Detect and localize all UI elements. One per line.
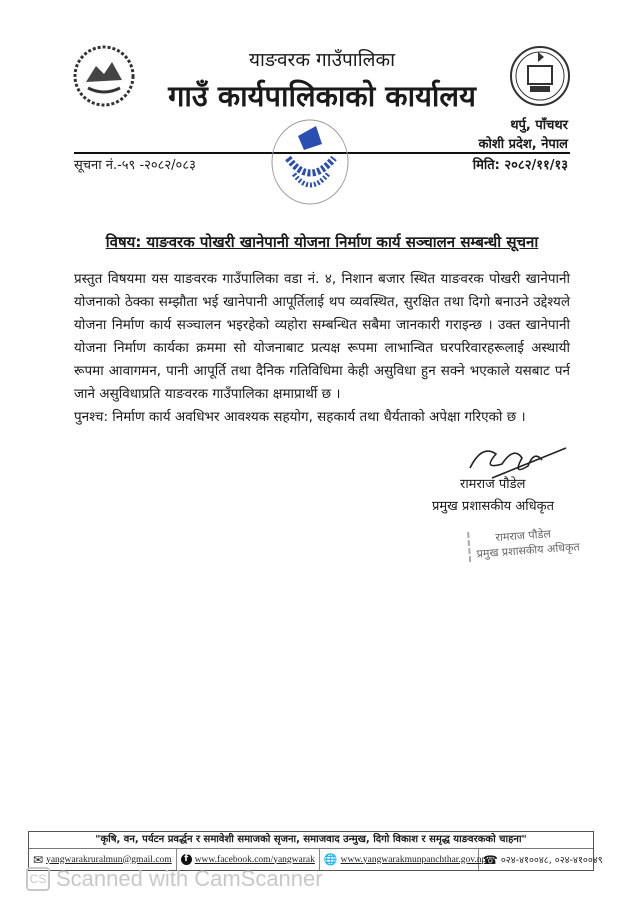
camscanner-watermark: CS Scanned with CamScanner [26, 866, 323, 892]
globe-icon: 🌐 [323, 853, 338, 866]
signatory-title: प्रमुख प्रशासकीय अधिकृत [432, 499, 555, 514]
footer-website[interactable]: 🌐 www.yangwarakmunpanchthar.gov.np [320, 849, 479, 870]
body-postscript: पुनश्च: निर्माण कार्य अवधिभर आवश्यक सहयोग, सहकार्य तथा धैर्यताको अपेक्षा गरिएको छ । [74, 409, 526, 425]
signatory-rubber-stamp [467, 524, 587, 562]
body-paragraph: प्रस्तुत विषयमा यस याङवरक गाउँपालिका वडा नं. ४, निशान बजार स्थित याङवरक पोखरी खानेपानी योजनाको ठेक्का सम्झौता भई खानेपानी आपूर्तिलाई थप व्यवस्थित, सुरक्षित तथा दिगो बनाउने उद्देश्यले योजना निर्माण कार्य सञ्चालन भइरहेको व्यहोरा सम्बन्धित सबैमा जानकारी गराइन्छ । उक्त खानेपानी योजना निर्माण कार्यका क्रममा सो योजनाबाट प्रत्यक्ष रूपमा लाभान्वित घरपरिवारहरूलाई अस्थायी रूपमा आवागमन, पानी आपूर्ति तथा दैनिक गतिविधिमा केही असुविधा हुन सक्ने भएकाले यसबाट पर्न जाने असुविधाप्रति याङवरक गाउँपालिका क्षमाप्रार्थी छ । [74, 271, 570, 402]
email-icon: ✉ [33, 852, 44, 867]
office-title: गाउँ कार्यपालिकाको कार्यालय [168, 79, 476, 113]
municipality-emblem-icon [508, 44, 572, 108]
letterhead-footer [28, 831, 603, 871]
footer-facebook[interactable]: f www.facebook.com/yangwarak [177, 849, 320, 870]
facebook-icon: f [181, 854, 192, 865]
address-line-2: कोशी प्रदेश, नेपाल [478, 137, 568, 152]
notice-reference-number: सूचना नं.-५९ -२०८२/०८३ [74, 158, 196, 173]
notice-date: मिति: २०८२/११/१३ [472, 158, 568, 173]
address-line-1: थर्पु, पाँचथर [510, 118, 568, 133]
camscanner-logo-icon: CS [26, 867, 50, 891]
office-seal-stamp [270, 118, 350, 206]
footer-email[interactable]: ✉ yangwarakruralmun@gmail.com [29, 849, 177, 870]
signatory-name: रामराज पौडेल [460, 477, 526, 492]
stamp-title: प्रमुख प्रशासकीय अधिकृत [476, 540, 581, 561]
telephone-icon: ☎ [482, 852, 498, 867]
municipality-name: याङवरक गाउँपालिका [248, 49, 396, 71]
stamp-name: रामराज पौडेल [495, 527, 552, 545]
footer-motto: "कृषि, वन, पर्यटन प्रवर्द्धन र समावेशी समाजको सृजना, समाजवाद उन्मुख, दिगो विकाश र समृद्ध याङवरकको चाहना" [29, 832, 593, 849]
subject-heading: विषय: याङवरक पोखरी खानेपानी योजना निर्माण कार्य सञ्चालन सम्बन्धी सूचना [105, 233, 539, 251]
footer-phone: ☎ ०२४-४१००४८, ०२४-४१००४९ [482, 852, 603, 867]
notice-body [74, 268, 570, 429]
